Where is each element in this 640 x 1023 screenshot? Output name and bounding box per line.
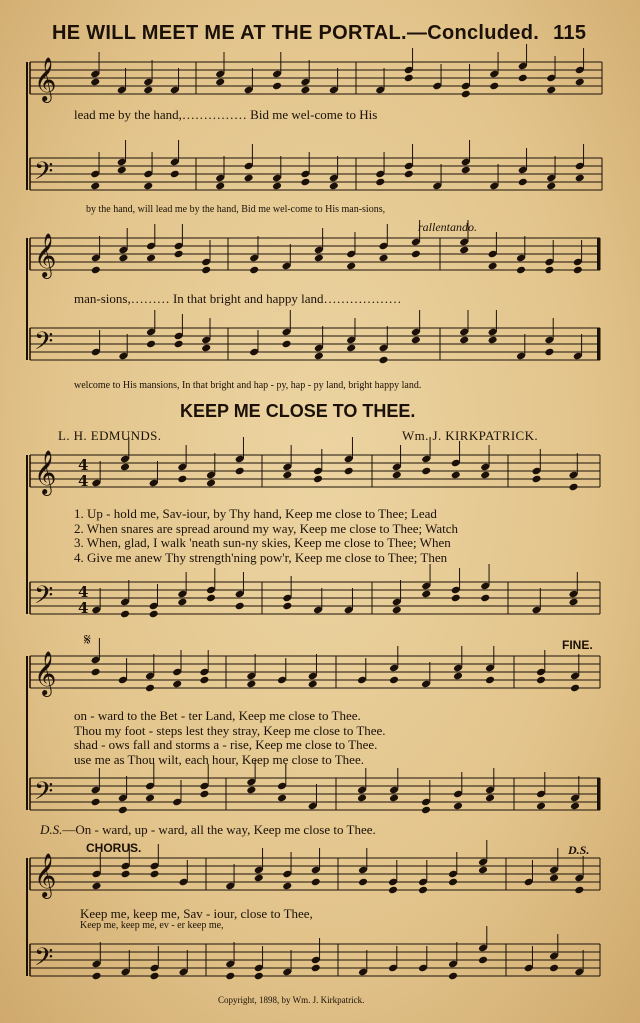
note-head	[91, 972, 101, 981]
note-head	[177, 598, 187, 607]
treble-clef-icon: 𝄞	[34, 233, 57, 277]
note-head	[91, 882, 101, 891]
note-head	[249, 266, 259, 275]
note-head	[281, 340, 291, 349]
note-head	[143, 86, 153, 95]
note-head	[215, 78, 225, 87]
final-barline	[597, 238, 600, 270]
note-head	[314, 254, 324, 263]
note-head	[91, 798, 101, 807]
note-head	[378, 254, 388, 263]
note-head	[461, 166, 471, 175]
verse-line: 1. Up - hold me, Sav-iour, by Thy hand, Keep me close to Thee; Lead	[74, 506, 437, 521]
treble-clef-icon: 𝄞	[34, 450, 57, 494]
note-head	[201, 266, 211, 275]
note-head	[235, 467, 245, 476]
note-head	[91, 668, 101, 677]
note-head	[549, 874, 559, 883]
note-head	[117, 166, 127, 175]
bass-clef-icon: 𝄢	[34, 581, 54, 616]
note-head	[120, 463, 130, 472]
note-head	[272, 82, 282, 91]
note-head	[149, 870, 159, 879]
note-head	[199, 790, 209, 799]
note-head	[568, 598, 578, 607]
note-head	[145, 794, 155, 803]
bass-clef-icon: 𝄢	[34, 157, 54, 192]
note-head	[570, 802, 580, 811]
chorus-ds-marking: D.S.	[568, 843, 590, 857]
note-head	[91, 266, 101, 275]
note-head	[329, 182, 339, 191]
time-signature-bottom: 4	[78, 599, 89, 617]
note-head	[378, 356, 388, 365]
note-head	[314, 352, 324, 361]
bass-clef-icon: 𝄢	[34, 777, 54, 812]
verse-line: on - ward to the Bet - ter Land, Keep me close to Thee.	[74, 708, 361, 723]
note-head	[215, 182, 225, 191]
note-head	[346, 262, 356, 271]
note-head	[544, 266, 554, 275]
verse-line: 3. When, glad, I walk 'neath sun-ny skies, Keep me close to Thee; When	[74, 535, 451, 550]
note-head	[375, 178, 385, 187]
note-head	[174, 340, 184, 349]
verse-line: 2. When snares are spread around my way, Keep me close to Thee; Watch	[74, 520, 459, 536]
chorus-bass-lyric: Keep me, keep me, ev - er keep me,	[80, 920, 224, 931]
note-head	[573, 266, 583, 275]
note-head	[411, 336, 421, 345]
note-head	[206, 479, 216, 488]
ds-lyric: —On - ward, up - ward, all the way, Keep me close to Thee.	[62, 822, 376, 837]
segno-sign: 𝄋	[84, 632, 91, 649]
note-head	[485, 794, 495, 803]
note-head	[146, 340, 156, 349]
note-head	[118, 806, 128, 815]
note-head	[518, 178, 528, 187]
note-head	[485, 676, 495, 685]
note-head	[206, 594, 216, 603]
note-head	[90, 182, 100, 191]
time-signature-bottom: 4	[78, 472, 89, 490]
ds-label: D.S.	[40, 822, 63, 837]
note-head	[199, 676, 209, 685]
note-head	[549, 964, 559, 973]
note-head	[246, 680, 256, 689]
note-head	[546, 182, 556, 191]
note-head	[480, 594, 490, 603]
note-head	[143, 182, 153, 191]
note-head	[488, 336, 498, 345]
note-head	[344, 467, 354, 476]
note-head	[418, 886, 428, 895]
note-head	[254, 874, 264, 883]
note-head	[282, 882, 292, 891]
note-head	[235, 602, 245, 611]
system2-treble-lyric: man-sions,……… In that bright and happy land………………	[74, 291, 402, 306]
note-head	[120, 610, 130, 619]
note-head	[172, 680, 182, 689]
note-head	[451, 594, 461, 603]
note-head	[453, 672, 463, 681]
note-head	[149, 610, 159, 619]
note-head	[146, 254, 156, 263]
copyright-notice: Copyright, 1898, by Wm. J. Kirkpatrick.	[218, 995, 365, 1005]
note-head	[388, 886, 398, 895]
bass-clef-icon: 𝄢	[34, 327, 54, 362]
note-head	[489, 82, 499, 91]
note-head	[145, 684, 155, 693]
note-head	[568, 483, 578, 492]
note-head	[389, 794, 399, 803]
note-head	[570, 684, 580, 693]
note-head	[313, 475, 323, 484]
note-head	[546, 86, 556, 95]
verses-block-a	[74, 507, 458, 565]
composer-credit: Wm. J. KIRKPATRICK.	[402, 428, 539, 443]
hymn-title: KEEP ME CLOSE TO THEE.	[180, 401, 416, 421]
note-head	[536, 802, 546, 811]
treble-clef-icon: 𝄞	[34, 853, 57, 897]
note-head	[459, 246, 469, 255]
note-head	[311, 878, 321, 887]
note-head	[575, 78, 585, 87]
note-head	[246, 786, 256, 795]
note-head	[120, 870, 130, 879]
verse-line: shad - ows fall and storms a - rise, Keep me close to Thee.	[74, 737, 378, 752]
hymn-title-concluded: HE WILL MEET ME AT THE PORTAL.—Concluded.	[52, 22, 540, 44]
note-head	[404, 74, 414, 83]
chorus-label: CHORUS.	[86, 841, 142, 855]
note-head	[575, 174, 585, 183]
verse-line: use me as Thou wilt, each hour, Keep me close to Thee.	[74, 751, 364, 767]
note-head	[421, 806, 431, 815]
final-barline	[597, 328, 600, 360]
chorus-treble-lyric: Keep me, keep me, Sav - iour, close to Thee,	[80, 906, 313, 921]
page-number: 115	[553, 22, 587, 44]
note-head	[272, 182, 282, 191]
note-head	[225, 972, 235, 981]
note-head	[300, 86, 310, 95]
note-head	[448, 972, 458, 981]
note-head	[448, 878, 458, 887]
system2-bass-lyric: welcome to His mansions, In that bright and hap - py, hap - py land, bright happy land.	[74, 380, 422, 391]
note-head	[404, 170, 414, 179]
note-head	[531, 475, 541, 484]
note-head	[459, 336, 469, 345]
page-header	[52, 22, 586, 45]
note-head	[480, 471, 490, 480]
note-head	[254, 972, 264, 981]
note-head	[118, 254, 128, 263]
fine-marking: FINE.	[562, 638, 593, 652]
note-head	[461, 90, 471, 99]
note-head	[244, 174, 254, 183]
note-head	[453, 802, 463, 811]
ds-lyric-line	[40, 823, 376, 838]
lyricist-credit: L. H. EDMUNDS.	[58, 428, 162, 443]
note-head	[277, 794, 287, 803]
note-head	[282, 602, 292, 611]
note-head	[392, 606, 402, 615]
note-head	[308, 680, 318, 689]
note-head	[177, 475, 187, 484]
verse-line: 4. Give me anew Thy strength'ning pow'r, Keep me close to Thee; Then	[74, 549, 448, 565]
bass-clef-icon: 𝄢	[34, 943, 54, 978]
note-head	[411, 250, 421, 259]
note-head	[170, 170, 180, 179]
note-head	[392, 471, 402, 480]
treble-clef-icon: 𝄞	[34, 57, 57, 101]
verses-block-b	[74, 709, 386, 767]
note-head	[421, 467, 431, 476]
time-signature-top: 4	[78, 456, 89, 474]
note-head	[478, 956, 488, 965]
note-head	[574, 886, 584, 895]
note-head	[90, 78, 100, 87]
note-head	[389, 676, 399, 685]
note-head	[174, 250, 184, 259]
note-head	[357, 794, 367, 803]
note-head	[478, 866, 488, 875]
note-head	[346, 344, 356, 353]
note-head	[488, 262, 498, 271]
note-head	[311, 964, 321, 973]
final-barline	[597, 778, 600, 810]
note-head	[544, 348, 554, 357]
note-head	[149, 972, 159, 981]
note-head	[201, 344, 211, 353]
note-head	[300, 178, 310, 187]
note-head	[518, 74, 528, 83]
note-head	[536, 676, 546, 685]
treble-clef-icon: 𝄞	[34, 651, 57, 695]
rallentando-marking: rallentando.	[418, 220, 477, 234]
note-head	[421, 590, 431, 599]
verse-line: Thou my foot - steps lest they stray, Keep me close to Thee.	[74, 722, 386, 738]
note-head	[451, 471, 461, 480]
system1-treble-lyric: lead me by the hand,…………… Bid me wel-come to His	[74, 107, 378, 122]
note-head	[358, 878, 368, 887]
note-head	[282, 471, 292, 480]
system1-bass-lyric: by the hand, will lead me by the hand, Bid me wel-come to His man-sions,	[86, 204, 386, 215]
time-signature-top: 4	[78, 583, 89, 601]
note-head	[516, 266, 526, 275]
